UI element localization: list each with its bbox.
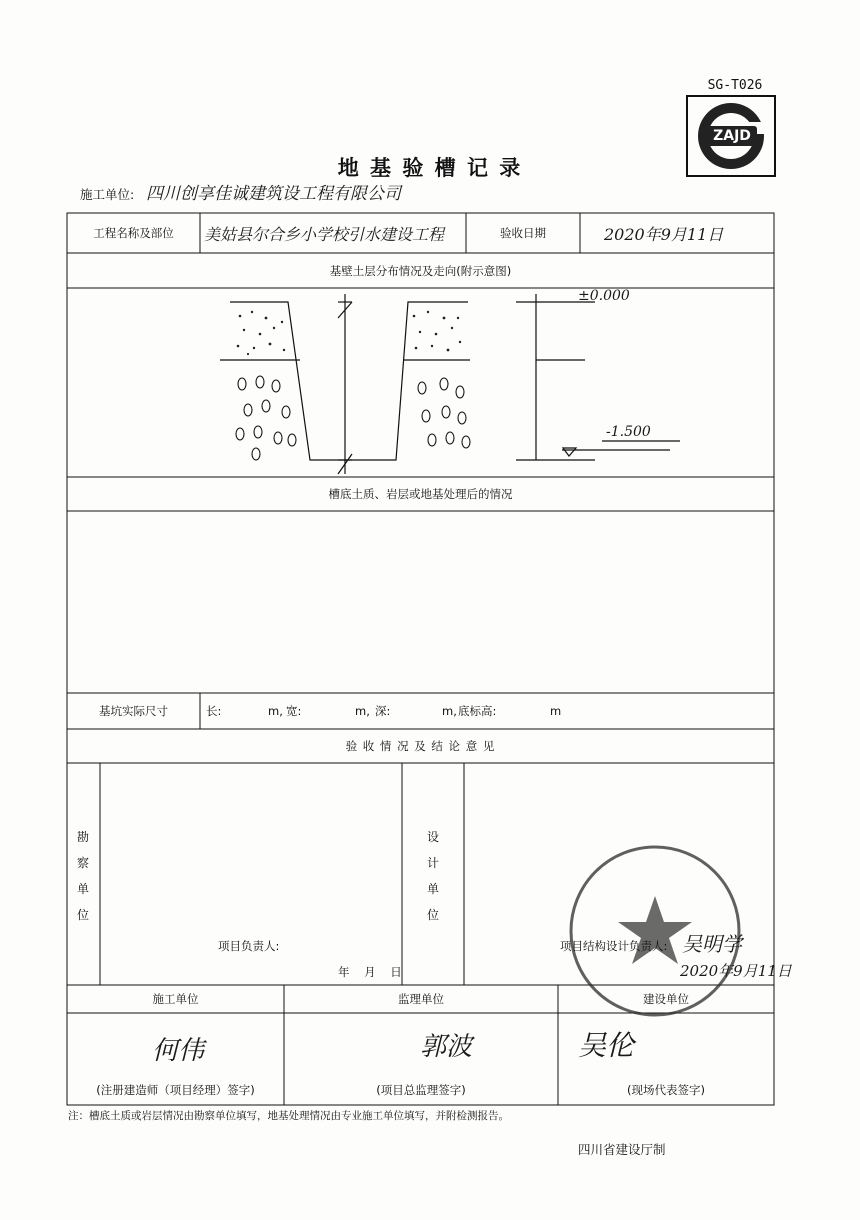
- bottom-condition-content: [72, 516, 769, 688]
- logo-text: ZAJD: [713, 128, 751, 144]
- survey-date-label: 年 月 日: [338, 965, 402, 979]
- design-signed-date: 2020年9月11日: [680, 962, 792, 980]
- document-title: 地 基 验 槽 记 录: [337, 156, 523, 180]
- design-char-1: 设: [426, 830, 439, 844]
- contractor-handwritten-value: 四川创享佳诚建筑设工程有限公司: [146, 184, 401, 204]
- construction-unit-header: 施工单位: [152, 992, 199, 1006]
- elevation-top-value: ±0.000: [578, 288, 630, 304]
- trench-sketch: [200, 288, 680, 477]
- project-name-label: 工程名称及部位: [93, 226, 174, 240]
- design-char-2: 计: [426, 856, 439, 870]
- trench-outline: [220, 294, 680, 474]
- bottom-elevation-unit: m: [550, 704, 562, 718]
- survey-char-1: 勘: [76, 830, 89, 844]
- design-char-3: 单: [426, 882, 439, 896]
- owner-unit-header: 建设单位: [643, 992, 689, 1006]
- supervision-caption: (项目总监理签字): [376, 1083, 466, 1097]
- bottom-condition-title: 槽底土质、岩层或地基处理后的情况: [328, 487, 513, 501]
- length-label: 长:: [206, 704, 222, 718]
- survey-char-2: 察: [76, 856, 89, 870]
- bottom-elevation-label: 底标高:: [458, 704, 497, 718]
- gravel-pattern: [236, 376, 470, 460]
- construction-signature: 何伟: [152, 1036, 205, 1066]
- width-label: 宽:: [286, 704, 302, 718]
- design-manager-signature: 吴明学: [682, 932, 742, 956]
- survey-char-3: 单: [76, 882, 89, 896]
- form-note: 注：槽底土质或岩层情况由勘察单位填写，地基处理情况由专业施工单位填写，并附检测报告。: [68, 1110, 509, 1122]
- design-char-4: 位: [426, 908, 439, 922]
- depth-label: 深:: [375, 704, 391, 718]
- length-unit: m,: [268, 704, 283, 718]
- supervision-signature: 郭波: [420, 1032, 473, 1062]
- acceptance-date-handwritten-value: 2020年9月11日: [604, 224, 724, 244]
- construction-caption: (注册建造师（项目经理）签字): [96, 1083, 255, 1097]
- acceptance-date-label: 验收日期: [500, 226, 546, 240]
- owner-caption: (现场代表签字): [627, 1083, 705, 1097]
- project-name-handwritten-value: 美姑县尔合乡小学校引水建设工程: [204, 224, 445, 244]
- soil-distribution-title: 基壁土层分布情况及走向(附示意图): [329, 263, 512, 278]
- width-unit: m,: [355, 704, 370, 718]
- owner-signature: 吴伦: [578, 1029, 635, 1062]
- survey-manager-label: 项目负责人:: [218, 939, 280, 953]
- issuer-footer: 四川省建设厅制: [578, 1142, 666, 1157]
- depth-unit: m,: [442, 704, 457, 718]
- pit-size-label: 基坑实际尺寸: [99, 704, 168, 718]
- supervision-unit-header: 监理单位: [398, 992, 444, 1006]
- form-code: SG-T026: [707, 78, 763, 93]
- acceptance-title: 验 收 情 况 及 结 论 意 见: [345, 739, 496, 753]
- topsoil-pattern: [237, 311, 461, 355]
- elevation-bottom-value: -1.500: [606, 424, 651, 440]
- design-manager-label: 项目结构设计负责人:: [560, 939, 668, 953]
- survey-char-4: 位: [76, 908, 89, 922]
- contractor-label: 施工单位:: [80, 187, 135, 202]
